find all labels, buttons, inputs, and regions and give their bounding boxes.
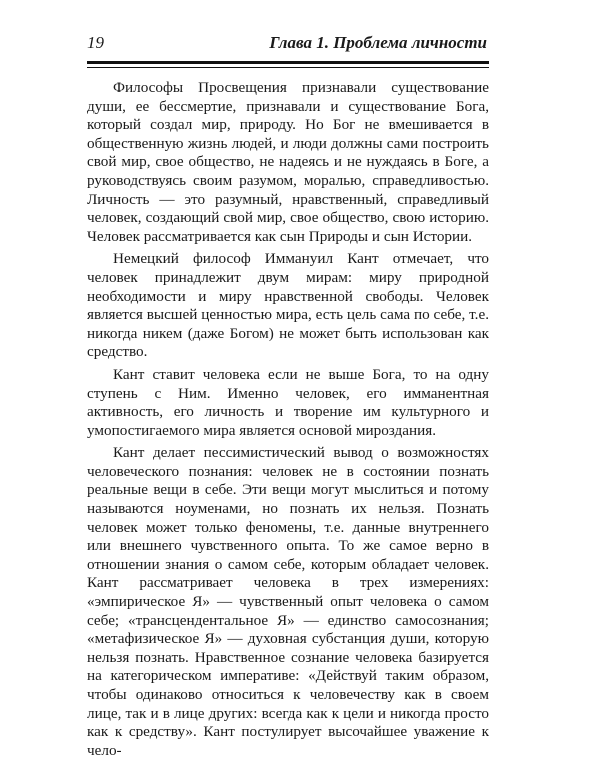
- page-number: 19: [87, 33, 104, 52]
- header-rule-thin: [87, 67, 489, 68]
- paragraph-2: Немецкий философ Иммануил Кант отмечает, что человек принадлежит двум мирам: миру природной необходимости и миру нравственной свободы. Человек является высшей ценностью мира, есть цель сама по себе, т.е. никогда никем (даже Богом) не может быть использован как средство.: [87, 250, 489, 361]
- body-text: [87, 79, 489, 764]
- paragraph-3: Кант ставит человека если не выше Бога, то на одну ступень с Ним. Именно человек, его имманентная активность, его личность и творение им культурного и умопостигаемого мира является основой мироздания.: [87, 365, 489, 439]
- page-header: [87, 30, 487, 56]
- paragraph-1: Философы Просвещения признавали существование души, ее бессмертие, признавали и существование Бога, который создал мир, природу. Но Бог не вмешивается в общественную жизнь людей, и люди должны сами построить свой мир, свое общество, не надеясь и не нуждаясь в Боге, а руководствуясь своим разумом, моралью, справедливостью. Личность — это разумный, нравственный, справедливый человек, создающий свой мир, свое общество, свою историю. Человек рассматривается как сын Природы и сын Истории.: [87, 79, 489, 245]
- header-rule-thick: [87, 61, 489, 64]
- running-title: Глава 1. Проблема личности: [269, 33, 487, 52]
- paragraph-4: Кант делает пессимистический вывод о возможностях человеческого познания: человек не в состоянии познать реальные вещи в себе. Эти вещи могут мыслиться и потому называются ноуменами, но познать их нельзя. Познать человек может только феномены, т.е. данные внутреннего или внешнего чувственного опыта. То же самое верно в отношении знания о самом себе, которым обладает человек. Кант рассматривает человека в трех измерениях: «эмпирическое Я» — чувственный опыт человека о самом себе; «трансцендентальное Я» — единство самосознания; «метафизическое Я» — духовная субстанция души, которую нельзя познать. Нравственное сознание человека базируется на категорическом императиве: «Действуй таким образом, чтобы одинаково относиться к человечеству как в своем лице, так и в лице других: всегда как к цели и никогда просто как к средству». Кант постулирует высочайшее уважение к чело-: [87, 444, 489, 759]
